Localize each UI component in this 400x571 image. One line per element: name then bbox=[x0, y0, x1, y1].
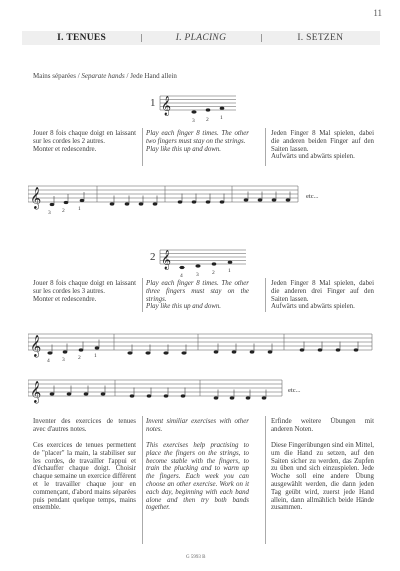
treble-clef-icon: 𝄞 bbox=[30, 382, 42, 403]
column-divider bbox=[265, 278, 266, 312]
exercise-1-number: 1 bbox=[150, 97, 156, 109]
etc-label: etc... bbox=[288, 387, 301, 394]
text: Play like this up and down. bbox=[146, 303, 222, 311]
block1-english bbox=[146, 130, 249, 153]
text: Jouer 8 fois chaque doigt en laissant sur les cordes les 3 autres. bbox=[33, 280, 136, 295]
text: Jeden Finger 8 Mal spielen, dabei die anderen beiden Finger auf den Saiten lassen. bbox=[271, 130, 374, 153]
treble-clef-icon: 𝄞 bbox=[30, 188, 42, 209]
text: Play each finger 8 times. The other two fingers must stay on the strings. bbox=[146, 130, 249, 145]
text: Monter et redescendre. bbox=[33, 145, 97, 153]
block2-french bbox=[33, 280, 136, 303]
text: Play like this up and down. bbox=[146, 145, 222, 153]
finger-number: 4 bbox=[47, 358, 50, 364]
subtitle-sep: / bbox=[75, 72, 82, 80]
finger-number: 1 bbox=[228, 268, 231, 274]
section-header bbox=[22, 31, 380, 45]
staff-3 bbox=[28, 372, 378, 406]
block4-german: Diese Fingerübungen sind ein Mittel, um die Hand zu setzen, auf den Saiten sicher zu werden, das Zupfen zu üben und sich einzuspielen. Jede Woche soll eine andere Übung ausgewählt werden, die dann jeden Tag geübt wird, zuerst jede Hand allein, dann allmählich beide Hände zusammen. bbox=[271, 442, 374, 512]
finger-number: 4 bbox=[180, 273, 183, 279]
column-divider bbox=[142, 128, 143, 166]
subtitle-sep: / bbox=[124, 72, 131, 80]
staff-2 bbox=[28, 326, 378, 366]
column-divider bbox=[265, 128, 266, 166]
text: Aufwärts und abwärts spielen. bbox=[271, 153, 355, 161]
finger-number: 1 bbox=[94, 353, 97, 359]
block4-french: Ces exercices de tenues permettent de "placer" la main, la stabiliser sur les cordes, de travailler l'appui et d'échauffer chaque doigt. Choisir chaque semaine un exercice différent et le travailler chaque jour en commençant, d'abord mains séparées puis pendant quelque temps, mains ensemble. bbox=[33, 442, 136, 512]
finger-number: 3 bbox=[192, 118, 195, 124]
column-divider bbox=[265, 416, 266, 544]
text: Jouer 8 fois chaque doigt en laissant sur les cordes les 2 autres. bbox=[33, 130, 136, 145]
finger-number: 2 bbox=[78, 355, 81, 361]
staff-1 bbox=[28, 178, 378, 218]
exercise-2-staff bbox=[150, 244, 250, 280]
exercise-1-staff bbox=[150, 90, 240, 126]
column-divider bbox=[142, 278, 143, 312]
page-number: 11 bbox=[373, 8, 382, 18]
text: Play each finger 8 times. The other three fingers must stay on the strings. bbox=[146, 280, 249, 303]
header-french: I. TENUES bbox=[57, 33, 107, 43]
header-divider bbox=[261, 34, 262, 42]
block1-french bbox=[33, 130, 136, 153]
finger-number: 1 bbox=[78, 206, 81, 212]
finger-number: 3 bbox=[62, 357, 65, 363]
subtitle-en: Separate hands bbox=[81, 72, 125, 80]
block3-english: Invent similiar exercises with other notes. bbox=[146, 418, 249, 433]
subtitle-fr: Mains séparées bbox=[33, 72, 76, 80]
subtitle-de: Jede Hand allein bbox=[130, 72, 177, 80]
text: Aufwärts und abwärts spielen. bbox=[271, 303, 355, 311]
treble-clef-icon: 𝄞 bbox=[161, 250, 172, 269]
treble-clef-icon: 𝄞 bbox=[30, 336, 42, 357]
etc-label: etc... bbox=[306, 193, 319, 200]
header-german: I. SETZEN bbox=[297, 33, 344, 43]
finger-number: 2 bbox=[206, 117, 209, 123]
block2-german bbox=[271, 280, 374, 311]
catalog-number: G 5993 B bbox=[186, 555, 206, 560]
header-english: I. PLACING bbox=[175, 33, 227, 43]
finger-number: 2 bbox=[212, 270, 215, 276]
finger-number: 3 bbox=[196, 272, 199, 278]
text: Monter et redescendre. bbox=[33, 295, 97, 303]
block4-english: This exercises help practising to place the fingers on the strings, to become stable with the fingers, to train the plucking and to warm up the fingers. Each week you can choose an other exercise. Work on it each day, beginning with each band alone and then try both bands together. bbox=[146, 442, 249, 512]
subtitle bbox=[33, 72, 177, 80]
finger-number: 3 bbox=[48, 210, 51, 216]
treble-clef-icon: 𝄞 bbox=[161, 96, 172, 115]
block2-english bbox=[146, 280, 249, 311]
block3-german: Erfinde weitere Übungen mit anderen Noten. bbox=[271, 418, 374, 433]
text: Jeden Finger 8 Mal spielen, dabei die anderen drei Finger auf den Saiten lassen. bbox=[271, 280, 374, 303]
header-divider bbox=[141, 34, 142, 42]
finger-number: 1 bbox=[220, 115, 223, 121]
block1-german bbox=[271, 130, 374, 161]
column-divider bbox=[142, 416, 143, 544]
finger-number: 2 bbox=[62, 208, 65, 214]
exercise-2-number: 2 bbox=[150, 251, 156, 263]
block3-french: Inventer des exercices de tenues avec d'autres notes. bbox=[33, 418, 136, 433]
